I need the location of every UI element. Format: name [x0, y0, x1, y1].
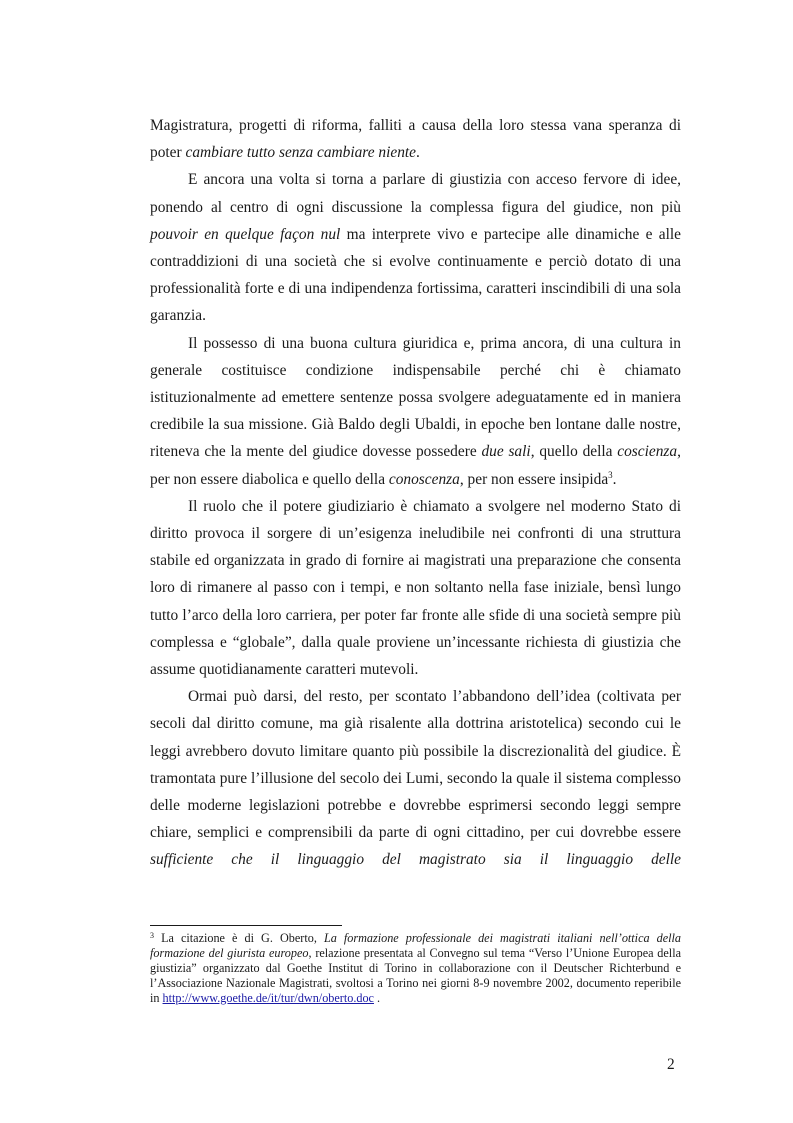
- footnote-link[interactable]: http://www.goethe.de/it/tur/dwn/oberto.doc: [162, 990, 374, 1005]
- body-text: [150, 112, 681, 874]
- paragraph-3: Il possesso di una buona cultura giuridica e, prima ancora, di una cultura in generale costituisce condizione indispensabile perché chi è chiamato istituzionalmente ad emettere sentenze possa svolgere adeguatamente ed in maniera credibile la sua missione. Già Baldo degli Ubaldi, in epoche ben lontane dalle nostre, riteneva che la mente del giudice dovesse possedere due sali, quello della coscienza, per non essere diabolica e quello della conoscenza, per non essere insipida$^3$.: [150, 334, 681, 488]
- footnote-reference[interactable]: 3: [608, 469, 613, 480]
- paragraph-5: Ormai può darsi, del resto, per scontato l’abbandono dell’idea (coltivata per secoli dal diritto comune, ma già risalente alla dottrina aristotelica) secondo cui le leggi avrebbero dovuto limitare quanto più possibile la discrezionalità del giudice. È tramontata pure l’illusione del secolo dei Lumi, secondo la quale il sistema complesso delle moderne legislazioni potrebbe e dovrebbe esprimersi secondo leggi sempre chiare, semplici e comprensibili da parte di ogni cittadino, per cui dovrebbe essere sufficiente che il linguaggio del magistrato sia il linguaggio delle: [150, 688, 681, 869]
- paragraph-1: Magistratura, progetti di riforma, falliti a causa della loro stessa vana speranza di poter cambiare tutto senza cambiare niente.: [150, 117, 681, 162]
- paragraph-2: E ancora una volta si torna a parlare di giustizia con acceso fervore di idee, ponendo al centro di ogni discussione la complessa figura del giudice, non più pouvoir en quelque façon nul ma interprete vivo e partecipe alle dinamiche e alle contraddizioni di una società che si evolve continuamente e perciò dotato di una professionalità forte e di una indipendenza fortissima, caratteri inscindibili di una sola garanzia.: [150, 171, 682, 325]
- page-number: 2: [667, 1056, 675, 1073]
- footnote: $^3$ La citazione è di G. Oberto, La formazione professionale dei magistrati italiani nell’ottica della formazione del giurista europeo, relazione presentata al Convegno sul tema “Verso l’Unione Europea della giustizia” organizzato dal Goethe Institut di Torino in collaborazione con il Deutscher Richterbund e l’Associazione Nazionale Magistrati, svoltosi a Torino nei giorni 8-9 novembre 2002, documento reperibile in http://www.goethe.de/it/tur/dwn/oberto.doc .: [150, 931, 682, 1005]
- footnote-separator: [150, 925, 342, 926]
- footnote-number: 3: [150, 931, 154, 940]
- paragraph-4: Il ruolo che il potere giudiziario è chiamato a svolgere nel moderno Stato di diritto provoca il sorgere di un’esigenza ineludibile nei confronti di una struttura stabile ed organizzata in grado di fornire ai magistrati una preparazione che consenta loro di rimanere al passo con i tempi, e non soltanto nella fase iniziale, bensì lungo tutto l’arco della loro carriera, per poter far fronte alle sfide di una società sempre più complessa e “globale”, dalla quale proviene un’incessante richiesta di giustizia che assume quotidianamente caratteri mutevoli.: [150, 497, 681, 679]
